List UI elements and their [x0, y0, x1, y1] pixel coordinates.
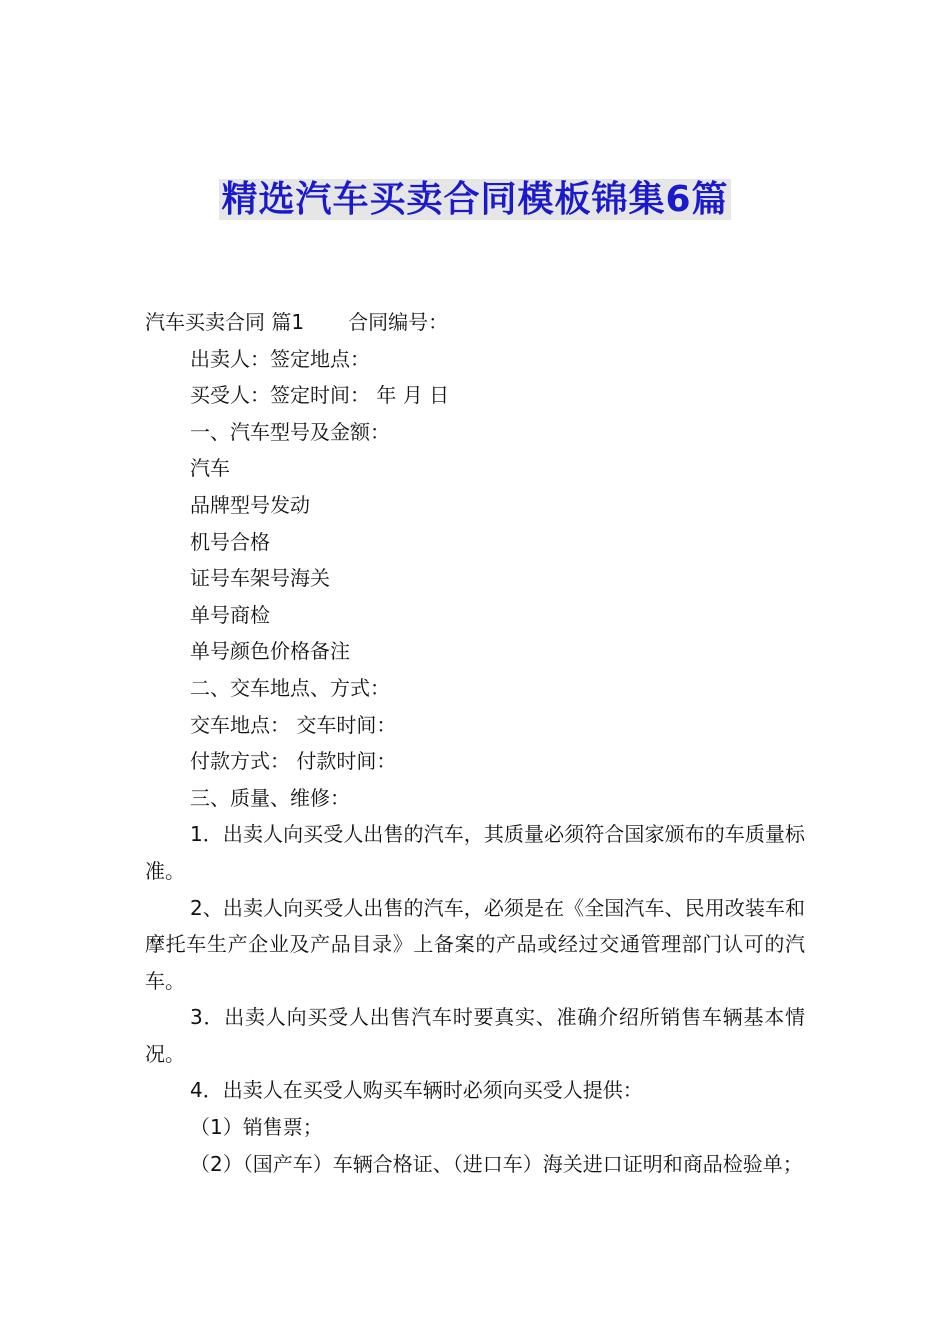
document-body [145, 304, 805, 1182]
section-heading-quality: 三、质量、维修： [190, 785, 350, 810]
document-title-text: 精选汽车买卖合同模板锦集6篇 [221, 179, 729, 220]
field-line: 品牌型号发动 [190, 492, 310, 517]
contract-number-label: 合同编号： [348, 310, 449, 334]
contract-heading-label: 汽车买卖合同 篇1 [145, 310, 305, 334]
clause-paragraph: 3．出卖人向买受人出售汽车时要真实、准确介绍所销售车辆基本情况。 [145, 1005, 805, 1066]
buyer-line: 买受人：签定时间： 年 月 日 [190, 383, 450, 408]
section-heading-delivery: 二、交车地点、方式： [190, 675, 390, 700]
delivery-line: 交车地点： 交车时间： [190, 712, 397, 737]
clause-list-item: （2）（国产车）车辆合格证、（进口车）海关进口证明和商品检验单； [190, 1151, 803, 1176]
payment-line: 付款方式： 付款时间： [190, 749, 397, 774]
document-title [0, 176, 950, 224]
seller-line: 出卖人：签定地点： [190, 346, 370, 371]
clause-list-item: （1）销售票； [190, 1115, 323, 1140]
section-heading-model: 一、汽车型号及金额： [190, 419, 390, 444]
clause-paragraph: 2、出卖人向买受人出售的汽车，必须是在《全国汽车、民用改装车和摩托车生产企业及产品目录》上备案的产品或经过交通管理部门认可的汽车。 [145, 895, 805, 993]
field-line: 机号合格 [190, 529, 270, 554]
clause-paragraph: 1．出卖人向买受人出售的汽车，其质量必须符合国家颁布的车质量标准。 [145, 822, 805, 883]
field-line: 单号颜色价格备注 [190, 639, 350, 664]
clause-paragraph: 4．出卖人在买受人购买车辆时必须向买受人提供： [190, 1078, 643, 1103]
contract-heading [145, 304, 805, 341]
field-line: 证号车架号海关 [190, 566, 330, 591]
field-line: 单号商检 [190, 602, 270, 627]
field-line: 汽车 [190, 456, 230, 481]
